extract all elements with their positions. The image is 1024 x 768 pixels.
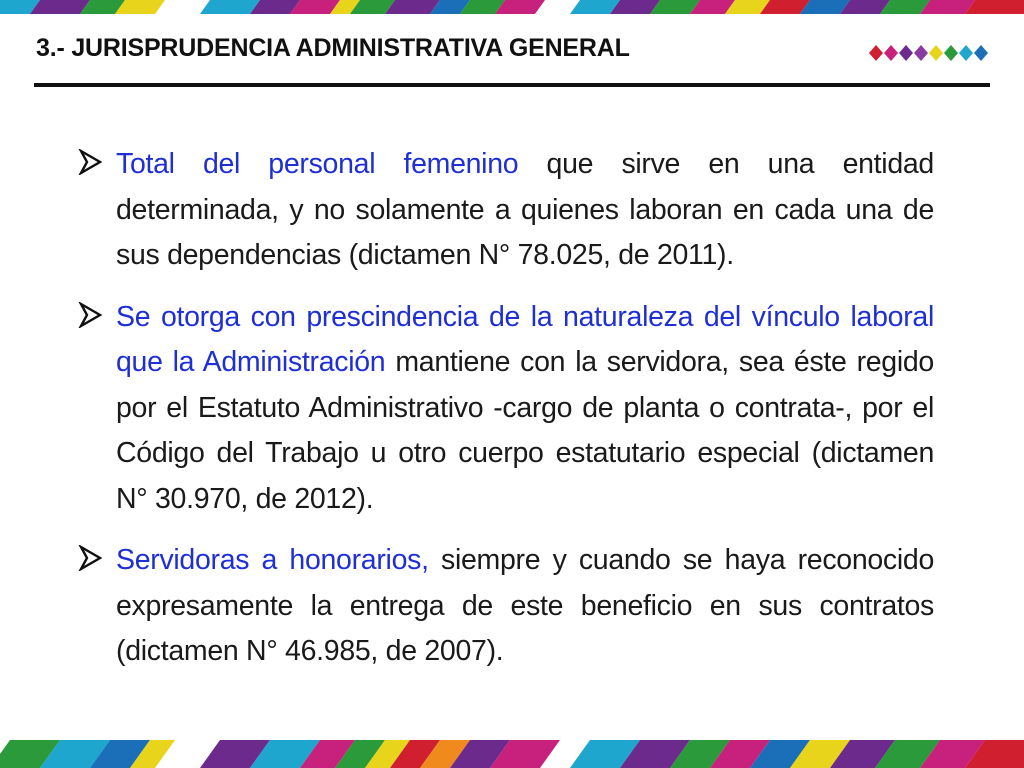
page-title: 3.- JURISPRUDENCIA ADMINISTRATIVA GENERAL <box>36 34 630 62</box>
bullet-highlight-1: Total del personal femenino <box>116 148 519 180</box>
bullet-item-3 <box>78 538 934 675</box>
bullet-list <box>78 142 934 691</box>
bullet-body-3: siempre y cuando se haya reconocido expresamente la entrega de este beneficio en sus contratos (dictamen N° 46.985, de 2007). <box>116 544 934 667</box>
diamond-logo-icon <box>868 44 994 62</box>
arrow-bullet-icon <box>78 149 102 175</box>
bullet-item-2 <box>78 295 934 523</box>
bottom-color-stripe <box>0 740 1024 768</box>
bullet-highlight-3: Servidoras a honorarios, <box>116 544 429 576</box>
top-color-stripe <box>0 0 1024 14</box>
bullet-text-1 <box>116 142 934 279</box>
bullet-text-2 <box>116 295 934 523</box>
title-underline <box>34 83 990 87</box>
bullet-item-1 <box>78 142 934 279</box>
bullet-text-3 <box>116 538 934 675</box>
arrow-bullet-icon <box>78 302 102 328</box>
bullet-body-2: mantiene con la servidora, sea éste regido por el Estatuto Administrativo -cargo de planta o contrata-, por el Código del Trabajo u otro cuerpo estatutario especial (dictamen N° 30.970, de 2012). <box>116 346 934 515</box>
bullet-highlight-2: Se otorga con prescindencia de la naturaleza del vínculo laboral que la Administración <box>116 300 934 378</box>
bullet-body-1: que sirve en una entidad determinada, y no solamente a quienes laboran en cada una de sus dependencias (dictamen N° 78.025, de 2011). <box>116 148 934 271</box>
arrow-bullet-icon <box>78 545 102 571</box>
